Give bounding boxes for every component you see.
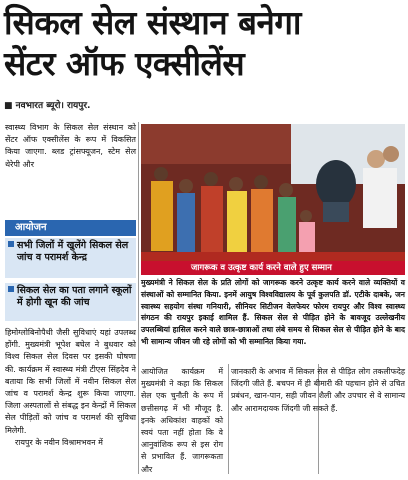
- bullet-square-icon: [8, 241, 14, 247]
- headline-line-2: सेंटर ऑफ एक्सीलेंस: [4, 44, 245, 83]
- article-column-2: आयोजित कार्यक्रम में मुख्यमंत्री ने कहा कि सिकल सेल एक चुनौती के रूप में छत्तीसगढ़ में भी मौजूद है. इनके अधिकांश वाहकों को स्वयं पता नहीं होता कि वे आनुवांशिक रूप से इस रोग से प्रभावित हैं. जागरूकता और: [141, 367, 223, 474]
- callout-text: सिकल सेल का पता लगाने स्कूलों में होगी खून की जांच: [17, 285, 132, 308]
- column1-intro: स्वास्थ्य विभाग के सिकल सेल संस्थान को सेंटर ऑफ एक्सीलेंस के रूप में विकसित किया जाएगा. ब्लड ट्रांसफ्यूजन, स्टेम सेल थेरेपी और: [5, 123, 136, 169]
- photo-caption-heading: जागरूक व उत्कृष्ट कार्य करने वाले हुए सम्मान: [141, 261, 405, 275]
- column-divider: [138, 122, 139, 474]
- event-photo: [141, 124, 405, 266]
- headline: [4, 2, 404, 84]
- callout-point-1: [5, 238, 136, 278]
- headline-line-1: सिकल सेल संस्थान बनेगा: [4, 3, 301, 42]
- section-label-aayojan: आयोजन: [5, 220, 136, 236]
- column1-body-text: हिमोग्लोबिनोपैथी जैसी सुविधाएं यहां उपलब्ध होंगी. मुख्यमंत्री भूपेश बघेल ने बुधवार को विश्व सिकल सेल दिवस पर इसकी घोषणा की. कार्यक्रम में स्वास्थ्य मंत्री टीएस सिंहदेव ने बताया कि सभी जिलों में नवीन सिकल सेल जांच व परामर्श केन्द्र शुरू किया जाएगा. जिला अस्पतालों से संबद्ध इन केन्द्रों में सिकल सेल पीड़ितों को जांच व परामर्श की सुविधा मिलेगी.: [5, 328, 136, 435]
- bullet-square-icon: [8, 286, 14, 292]
- event-photo-illustration: [141, 124, 405, 266]
- callout-text: सभी जिलों में खुलेंगे सिकल सेल जांच व परामर्श केन्द्र: [17, 240, 129, 263]
- column1-body: [5, 327, 136, 449]
- article-column-3: जानकारी के अभाव में सिकल सेल से पीड़ित लोग तकलीफदेह जिंदगी जीते हैं. बचपन में ही बीमारी की पहचान होने से उचित प्रबंधन, खान-पान, सही जीवन शैली और उपचार से वे सामान्य और आरामदायक जिंदगी जी सकते हैं.: [231, 367, 405, 413]
- column1-tail: रायपुर के नवीन विश्रामभवन में: [15, 437, 103, 447]
- photo-caption-body: मुख्यमंत्री ने सिकल सेल के प्रति लोगों को जागरूक करने उत्कृष्ट कार्य करने वाले व्यक्तियों व संस्थाओं को सम्मानित किया. इनमें आयुष विश्वविद्यालय के पूर्व कुलपति डॉ. एटीके दाबके, जन स्वास्थ्य सहयोग संस्था गनियारी, सीनियर सिटीजन वेलफेयर फोरम रायपुर और विश्व स्वास्थ्य संगठन की रायपुर इकाई शामिल हैं. सिकल सेल से पीड़ित होने के बावजूद उल्लेखनीय उपलब्धियां हासिल करने वाले छात्र-छात्राओं तथा लंबे समय से सिकल सेल से पीड़ित होने के बाद भी सामान्य जीवन जी रहे लोगों को भी सम्मानित किया गया.: [141, 278, 405, 346]
- byline: ■ नवभारत ब्यूरो। रायपुर.: [4, 101, 91, 111]
- callout-point-2: [5, 283, 136, 321]
- column-divider: [228, 364, 229, 474]
